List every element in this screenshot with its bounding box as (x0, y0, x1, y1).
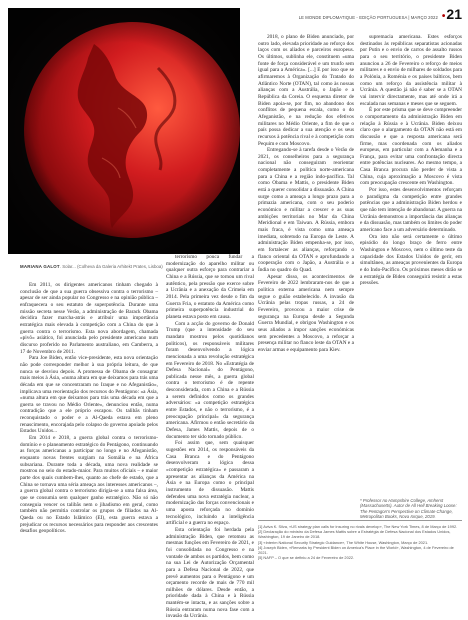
paragraph: Em 2011, os dirigentes americanos tinham chegado à conclusão de que a sua guerra obsessiva contra o terrorismo – apesar de ser ainda popular no Congresso e na opinião pública – enfraquecera o seu estatuto de superpotência. Durante uma missão secreta nesse Verão, a administração de Barack Obama decidira fazer marcha-atrás e atribuir uma importância estratégica mais elevada à competição com a China do que à guerra contra o terrorismo. Esta nova abordagem, chamada «pivô» asiático, foi anunciada pelo presidente americano num discurso proferido no Parlamento australiano, em Camberra, a 17 de Novembro de 2011. (20, 282, 158, 355)
caption-author: MARIANA GALOT (20, 264, 60, 269)
paragraph: terrorismo pouca fundar a modernização do aparelho militar ou qualquer outra esforço para contrariar a China e a Rússia, que se tornou um rival autêntico, pela pressão que exerce sobre a Ucrânia e a anexação da Crimeia em 2014. Pela primeira vez desde o fim da Guerra Fria, o estatuto da América como primeira superpotência industrial do planeta estava posto em causa. (166, 254, 254, 320)
paragraph: Esta orientação foi herdada pela administração Biden, que retomou as mesmas funções em Fevereiro de 2021, e foi consolidada no Congresso e na vontade de ambos os partidos, bem como na sua Lei de Autorização Orçamental para a Defesa Nacional de 2022, que prevê aumentos para o Pentágono e um orçamento recorde de mais de 770 mil milhões de dólares. Desde então, a prioridade dada à China e à Rússia mantém-se intacta, e as sanções sobre a Rússia entraram numa nova fase com a invasão da Ucrânia. (166, 526, 254, 620)
paragraph: Com a acção do governo de Donald Trump (que a intensidade do seu mandato mostrou pelos quotidianos políticos), os responsáveis militares foram desenvolvendo a lógica mencionada a uma revolução estratégica em Fevereiro de 2018. No «Estratégia de Defesa Nacional» do Pentágono, publicada nesse mês, a guerra global contra o terrorismo é de repente desconsiderada, com a China e a Rússia a serem definidos como os grandes adversários: «a competição estratégica entre Estados, e não o terrorismo, é a preocupação principal» da segurança americana. Afirmou o então secretário da Defesa, James Mattis, depois de o documento ter sido tornado público. (166, 320, 254, 440)
footnote: [4] Joseph Biden, «Remarks by President Biden on America's Place in the World», Washington, 4 de Fevereiro de 2021. (258, 544, 454, 556)
publication-name: LE MONDE DIPLOMATIQUE - EDIÇÃO PORTUGUESA | MARÇO 2022 (298, 15, 438, 20)
caption-details: . Solar... (Colheva da Galeria Arhitekt Prates, Lisboa) (59, 264, 163, 269)
footnote: [2] Declaração do ministro da Defesa James Mattis sobre a Estratégia de Defesa Nacional dos Estados Unidos, Washington, 19 de Janeiro de 2018. (258, 529, 451, 540)
paragraph: Entregando-se à tarefa desde o Verão de 2021, os conselheiros para a segurança nacional não conseguiram reorientar completamente a política norte-americana para a China e a região indo-pacífica. Tal como Obama e Mattis, o presidente Biden está a querer consolidar a dissuasão. A China surge como a ameaça a longo prazo para a primazia americana, com o seu poderio económico e militar a crescer e as suas ambições territoriais no Mar da China Meridional e em Taiwan. A Rússia, embora mais fraca, é vista como uma ameaça imediata, sobretudo na Europa de Leste. A administração Biden empenha-se, por isso, em fortalecer as alianças, reforçando o flanco oriental da OTAN e aprofundando a cooperação com o Japão, a Austrália e a Índia no quadro do Quad. (258, 147, 354, 273)
page-number (442, 6, 462, 22)
paragraph: Para Joe Biden, então vice-presidente, esta nova orientação não pode corresponder melhor à sua própria leitura, de que nunca se desviou depois. A promessa de Obama de consagrar mais meios à Ásia, «numa altura em que deixamos para trás uma década em que se concentraram no Iraque e no Afeganistão», implicava uma reorientação dos recursos do Pentágono: «a Ásia, «numa altura em que deixamos para trás uma década em que a guerra se travou no Médio Oriente», denunciou então, numa contradição que a ele próprio escapou. Os talibãs tinham reconquistado o poder e a Al-Qaeda estava em pleno renascimento, encorajada pelo colapso do governo apoiado pelos Estados Unidos... (20, 355, 158, 435)
article-column-middle (166, 254, 254, 620)
separator-bar: • (441, 11, 446, 22)
page-number-value: 21 (446, 6, 462, 22)
paragraph: Ora isto não será certamente o último episódio do longo braço de ferro entre Washington e Moscovo, nem o último teste da capacidade dos Estados Unidos de gerir, em simultâneo, as ameaças provenientes da Europa e do Indo-Pacífico. Os próximos meses dirão se a estratégia de Biden conseguirá resistir a estas pressões. (360, 233, 462, 287)
footnote: [3] «Interim National Security Strategic Guidance», The White House, Washington, Março de 2021. (258, 539, 429, 545)
artwork-image (8, 8, 240, 254)
author-bio (360, 498, 462, 520)
footnote: [5] NAFP – O que se definiu a 24 de Fevereiro de 2022. (258, 555, 355, 561)
author-bio-text: * Professor no Hampshire College, Amherst (Massachusetts). Autor de All Hell Breaking Loose: The Pentagon's Perspective on Climate Change, Metropolitan Books, Nova Iorque, 2019. (360, 498, 457, 520)
paragraph: Apesar disso, os acontecimentos de Fevereiro de 2022 lembraram-nos de que a política externa americana nem sempre segue o guião estabelecido. A invasão da Ucrânia pelas tropas russas, a 24 de Fevereiro, provocou a maior crise de segurança na Europa desde a Segunda Guerra Mundial, e obrigou Washington e os seus aliados a impor sanções económicas sem precedentes a Moscovo, a reforçar a presença militar no flanco leste da OTAN e a enviar armas e equipamento para Kiev. (258, 273, 354, 353)
article-column-left (20, 282, 158, 588)
paragraph: É por este prisma que se deve compreender o comportamento da administração Biden em relação à Rússia e à Ucrânia. Biden deixou claro que o alargamento da OTAN não está em discussão e que a resposta americana será firme, mas coordenada com os aliados europeus, em particular com a Alemanha e a França, para evitar uma confrontação directa entre potências nucleares. Ao mesmo tempo, a Casa Branca procura não perder de vista a China, cuja aproximação a Moscovo é vista com preocupação crescente em Washington. (360, 107, 462, 187)
article-column-right-2 (360, 34, 462, 496)
footnotes (258, 520, 462, 600)
footnote: [1] Aviva K. Silva, «US strategy plan calls for insuring no rivals develop», The New York Times, 8 de Março de 1992. (258, 524, 458, 529)
article-column-right-1 (258, 34, 354, 514)
paragraph: Por isso, estes desenvolvimentos reforçam o paradigma da competição entre grandes potências que a administração Biden herdou e que não tem intenção de abandonar. A guerra na Ucrânia demonstrou a importância das alianças e da dissuasão, mas também os limites do poder americano face a um adversário determinado. (360, 187, 462, 234)
page-header (300, 6, 462, 24)
paragraph: Em 2014 e 2018, a guerra global contra o terrorismo-domínio e o planeamento estratégico do Pentágono, continuando as forças americanas a participar no longo e no Afeganistão, enquanto novas frentes surgiam na Somália e na África subsariana. Durante toda a década, uma nova realidade se mostrou no seio do estado-maior. Para muitos oficiais – e maior parte dos quais cumbem-lhes, quanto ao chefe de estado, que a China se tornava uma séria ameaça aos interesses americanos –, a guerra global contra o terrorismo dirigia-se a uma falsa área, que se consumia sem qualquer ganho estratégico. Não só não conseguia vencer os talibãs nem o jihadismo em geral, como também não permitia controlar os grupos de filiados na Al-Qaeda ou no Estado Islâmico (EI), esta guerra estava a prejudicar os recursos necessários para responder aos crescentes desafios geopolíticos. (20, 435, 158, 535)
red-globe-artwork (8, 8, 240, 254)
paragraph: Foi assim que, sem quaisquer sugestões em 2014, os responsáveis da Casa Branca e do Pentágono desenvolveram a lógica dessa «competição estratégica» e passaram a apresentar as alianças da América na Ásia e na Europa como o principal instrumento de dissuasão. Mattis defendeu uma nova estratégia nuclear, a modernização das forças convencionais e uma aposta reforçada no domínio tecnológico, incluindo a inteligência artificial e a guerra no espaço. (166, 440, 254, 527)
paragraph: supremacia americana. Estes esforços destinados às repúblicas separatistas acionadas por Putin e o envio de carros de assalto russos para o seu território, o presidente Biden anunciou a 26 de Fevereiro o reforço de meios militares e o envio de milhares de soldados para a Polónia, a Roménia e os países bálticos, bem como um reforço da assistência militar à Ucrânia. A questão já não é saber se a OTAN vai intervir directamente, mas até onde irá a escalada nas semanas e meses que se seguem. (360, 34, 462, 107)
paragraph: 2018, o plano de Biden anunciado, por outro lado, elevada prioridade ao reforço dos laços com os aliados e parceiros europeus. Os últimos, sublinha ele, constituem «uma fonte de força considerável e um trunfo sem igual para a América». [...] E por isso que se afirmaremos à Organização do Tratado do Atlântico Norte (OTAN), tal como às nossas alianças com a Austrália, o Japão e a República da Coreia. O esquema diretor de Biden apoia-se, por fim, no abandono dos conflitos de pequena escala, como o do Afeganistão, e na redução dos efetivos militares no Médio Oriente, a fim de que o país possa dedicar a sua atenção e os seus recursos à potência rival e à competição com Pequim e com Moscovo. (258, 34, 354, 147)
